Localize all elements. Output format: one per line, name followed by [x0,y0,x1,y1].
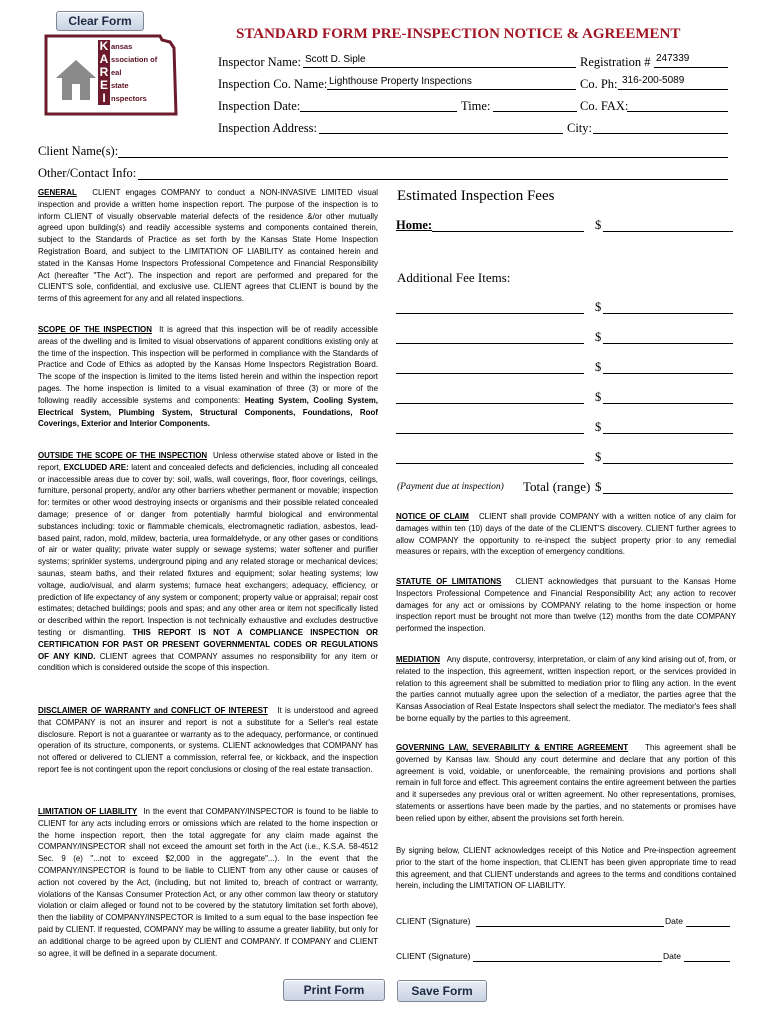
client-name-field[interactable] [118,157,728,158]
registration-label: Registration # [580,55,651,69]
fee-item-row [396,390,736,404]
city-field[interactable] [593,133,728,134]
phone-label: Co. Ph: [580,77,618,91]
kareri-logo [42,34,184,118]
logo-letter: A [99,52,109,66]
registration-field[interactable] [654,67,728,68]
signing-acknowledgment: By signing below, CLIENT acknowledges receipt of this Notice and Pre-inspection agreement prior to the start of the home inspection, that CLIENT has been given appropriate time to read this agreement, and that CLIENT understands and agrees to the terms and conditions contained herein, including the LIMITATION OF LIABILITY. [396,846,736,891]
fee-item-amount-field[interactable] [603,300,733,314]
excluded-label: EXCLUDED ARE: [63,462,129,472]
fee-item-amount-field[interactable] [603,420,733,434]
contact-info-field[interactable] [138,179,728,180]
clear-form-button[interactable]: Clear Form [56,11,144,31]
fee-dollar: $ [595,360,602,374]
city-label: City: [567,121,593,135]
fee-dollar: $ [595,300,602,314]
fax-label: Co. FAX: [580,99,629,113]
inspection-address-field[interactable] [319,133,563,134]
fee-item-description-field[interactable] [396,420,584,434]
phone-field[interactable] [618,89,728,90]
scope-bold-text: Heating System, Cooling System, Electrical System, Plumbing System, Structural Components, Foundations, Roof Coverings, Exterior and Interior Components. [38,395,378,429]
fee-item-row [396,360,736,374]
mediation-heading: MEDIATION [396,655,440,664]
limitation-heading: LIMITATION OF LIABILITY [38,807,138,816]
fee-dollar: $ [595,330,602,344]
fee-item-row [396,450,736,464]
time-field[interactable] [493,111,577,112]
home-fee-row [396,218,736,232]
general-heading: GENERAL [38,188,77,197]
outside-scope-text-2: latent and concealed defects and deficiencies, including all concealed or inaccessible areas due to cover by: soil, walls, wall coverings, floor, floor coverings, ceilings, furniture, personal property, and/or any other barriers whether permanent or movable; inspection for: termites or other wood destroying insects or organisms and their possible related concealed damage; presence of or danger from potentially harmful biological and environmental substances including: toxic or flammable chemicals, electromagnetic radiation, asbestos, lead-based paint, radon, mold, mildew, bacteria, urea formaldehyde, or any other gases or conditions of air or water quality; private water supply or sewage systems; water softener and purifier systems; sprinkler systems, underground piping and any related storage or mechanical devices; saunas, steam baths, and their related fixtures and equipment; solar heating systems; low voltage, audio/visual, and alarm systems; furnace heat exchangers; adequacy, efficiency, or prediction of life expectancy of any system or component; property value or appraisal; repair cost estimates; detached buildings; pools and spas; and any other area or item not specifically listed or described within the report. Inspection is not technically exhaustive and excludes destructive testing or dismantling. [38,462,378,637]
contact-info-label: Other/Contact Info: [38,166,137,180]
statute-section [396,576,736,635]
inspection-date-label: Inspection Date: [218,99,301,113]
inspection-date-field[interactable] [300,111,457,112]
client-signature-2-field[interactable] [473,961,662,962]
home-fee-field[interactable] [603,218,733,232]
scope-heading: SCOPE OF THE INSPECTION [38,325,152,334]
disclaimer-text: It is understood and agreed that COMPANY is not an insurer and report is not a substitute for a Seller's real estate disclosure. Report is not a guarantee or warranty as to the adequacy, performance, or continued operation of its structure, components, or systems. CLIENT acknowledges that COMPANY has not offered or delivered to CLIENT a commission, referral fee, or kickback, and the inspection report fee is not contingent upon the report conclusions or closing of the real estate transaction. [38,706,378,774]
company-label: Inspection Co. Name: [218,77,328,91]
fee-dollar: $ [595,450,602,464]
fee-item-description-field[interactable] [396,360,584,374]
print-form-button[interactable]: Print Form [283,979,385,1001]
scope-text: It is agreed that this inspection will be of readily accessible areas of the dwelling and is limited to visual observations of apparent conditions existing only at the time of the inspection. This inspection will be performed in compliance with the Standards of Practice and Code of Ethics as adopted by the Kansas Home Inspectors Registration Board. The scope of the inspection is limited to the items listed herein and within the inspection report pages. The home inspection is limited to a visual examination of three (3) or more of the following readily accessible systems and components: [38,325,378,405]
limitation-text: In the event that COMPANY/INSPECTOR is found to be liable to CLIENT for any acts including errors or omissions which are related to the home inspection or the home inspection report, then the total aggregate for any claim made against the COMPANY/INSPECTOR shall not exceed the amount set forth in the Act (i.e., K.S.A. 58-4512 Sec. 9 (e) "...not to exceed $2,000 in the aggregate"...). In the event that the COMPANY/INSPECTOR is found to be liable to CLIENT from any other cause or causes of action not covered by the Act, (including, but not limited to, breach of contract or warranty, violations of the Kansas Consumer Protection Act, or any other common law theory or statutory violation or claim alleged or found not to be covered by the statutory limitation set forth above), then the liability of COMPANY/INSPECTOR is limited to a sum equal to the base inspection fee paid by CLIENT. If requested, COMPANY may be willing to assume a greater liability, but only for an additional charge to be agreed upon by CLIENT and COMPANY. If COMPANY and CLIENT so agree, it will be defined in a separate document. [38,807,378,958]
inspector-name-value: Scott D. Siple [305,54,366,65]
fee-dollar: $ [595,420,602,434]
fee-item-amount-field[interactable] [603,390,733,404]
outside-scope-text-1: Unless otherwise stated above or listed in the report, [38,451,378,472]
governing-law-heading: GOVERNING LAW, SEVERABILITY & ENTIRE AGREEMENT [396,743,629,752]
home-fee-underline[interactable] [432,218,584,232]
outside-scope-section [38,450,378,674]
governing-law-text: This agreement shall be governed by Kansas law. Should any court determine and declare that any portion of this agreement is void, voidable, or unenforceable, the remaining provisions and portions shall remain in full force and effect. This agreement contains the entire agreement between the parties and it supersedes any previous oral or written agreement. No other representations, promises, statements or assertions have been made by the parties, and no statements or promises have been relied upon by either, absent the provisions set forth herein. [396,743,736,823]
fee-item-amount-field[interactable] [603,450,733,464]
statute-heading: STATUTE OF LIMITATIONS [396,577,502,586]
outside-scope-text-3: CLIENT agrees that COMPANY assumes no responsibility for any item or condition which is considered outside the scope of this inspection. [38,651,378,673]
logo-words: ansas ssociation of eal state nspectors [111,42,158,103]
phone-value: 316-200-5089 [622,75,685,86]
fee-item-row [396,420,736,434]
general-section [38,187,378,305]
fee-item-description-field[interactable] [396,330,584,344]
signature-1-date-field[interactable] [686,926,730,927]
notice-of-claim-text: CLIENT shall provide COMPANY with a written notice of any claim for damages within ten (10) days of the date of the CLIENT'S discovery. CLIENT further agrees to allow COMPANY the opportunity to re-inspect the subject property prior to any remedial measures or repairs, with the exception of emergency conditions. [396,512,736,557]
fax-field[interactable] [627,111,728,112]
logo-letter: K [99,39,109,53]
signature-2-date-label: Date [663,951,681,961]
signature-2-date-field[interactable] [684,961,730,962]
outside-scope-heading: OUTSIDE THE SCOPE OF THE INSPECTION [38,451,208,460]
inspector-name-label: Inspector Name: [218,55,301,69]
company-value: Lighthouse Property Inspections [329,76,472,87]
statute-text: CLIENT acknowledges that pursuant to the Kansas Home Inspectors Professional Competence and Financial Responsibility Act; any action to recover damages for any act or omissions by COMPANY relating to the home inspection or home inspection report must be brought not more than twelve (12) months from the date COMPANY performed the inspection. [396,577,736,634]
inspection-address-label: Inspection Address: [218,121,317,135]
total-range-label: Total (range) [523,479,591,494]
client-signature-1-field[interactable] [476,926,664,927]
limitation-section [38,806,378,959]
logo-letter: I [98,92,110,105]
mediation-section [396,654,736,725]
governing-law-section [396,742,736,825]
notice-of-claim-section [396,511,736,558]
disclaimer-section [38,705,378,776]
client-name-label: Client Name(s): [38,144,119,158]
outside-scope-bold-text: THIS REPORT IS NOT A COMPLIANCE INSPECTION OR CERTIFICATION FOR PAST OR PRESENT GOVERNMENTAL CODES OR REGULATIONS OF ANY KIND. [38,627,378,661]
general-text: CLIENT engages COMPANY to conduct a NON-INVASIVE LIMITED visual inspection and provide a written home inspection report. The purpose of the inspection is to inform CLIENT of visually observable material defects of the residence &/or other mutually agreed upon building(s) and readily accessible systems and components contained therein, subject to the Standards of Practice as set forth by the Kansas State Home Inspection Registration Board, and subject to the LIMITATION OF LIABILITY as contained herein and stated in the Kansas Home Inspectors Professional Competence and Financial Responsibility Act (hereafter "The Act"). The inspection and report are performed and prepared for the CLIENT'S sole, confidential, and exclusive use. CLIENT agrees that CLIENT is bound by the terms of this agreement for any and all related inspections. [38,188,379,304]
fee-item-description-field[interactable] [396,450,584,464]
signature-1-date-label: Date [665,916,683,926]
client-signature-2-label: CLIENT (Signature) [396,951,471,961]
time-label: Time: [461,99,491,113]
company-field[interactable] [327,89,576,90]
registration-value: 247339 [656,53,690,64]
fees-heading: Estimated Inspection Fees [397,188,555,204]
total-range-field[interactable] [603,493,733,494]
total-dollar: $ [595,479,602,494]
fee-item-description-field[interactable] [396,300,584,314]
home-fee-dollar: $ [595,218,602,232]
form-title: STANDARD FORM PRE-INSPECTION NOTICE & AGREEMENT [236,26,681,42]
scope-section [38,324,378,430]
fee-item-amount-field[interactable] [603,330,733,344]
inspector-name-field[interactable] [303,67,576,68]
fee-item-amount-field[interactable] [603,360,733,374]
mediation-text: Any dispute, controversy, interpretation, or claim of any kind arising out of, from, or related to the inspection, this agreement, written inspection report, or the services provided in relation to this agreement shall be submitted to mediation prior to filing any action. In the event the parties cannot mutually agree upon the selection of a mediator, the parties agree that the Kansas Association of Real Estate Inspectors shall select the mediator. The mediator's fees shall be borne equally by the parties to this agreement. [396,655,736,723]
home-fee-label: Home: [396,218,433,232]
payment-note: (Payment due at inspection) [397,482,504,492]
notice-of-claim-heading: NOTICE OF CLAIM [396,512,469,521]
client-signature-1-label: CLIENT (Signature) [396,916,471,926]
fee-item-row [396,330,736,344]
fee-item-description-field[interactable] [396,390,584,404]
logo-letter: E [99,78,108,92]
disclaimer-heading: DISCLAIMER OF WARRANTY and CONFLICT OF INTEREST [38,706,268,715]
fee-item-row [396,300,736,314]
additional-fees-label: Additional Fee Items: [397,270,511,285]
fee-dollar: $ [595,390,602,404]
logo-letter: R [99,65,109,79]
save-form-button[interactable]: Save Form [397,980,487,1002]
